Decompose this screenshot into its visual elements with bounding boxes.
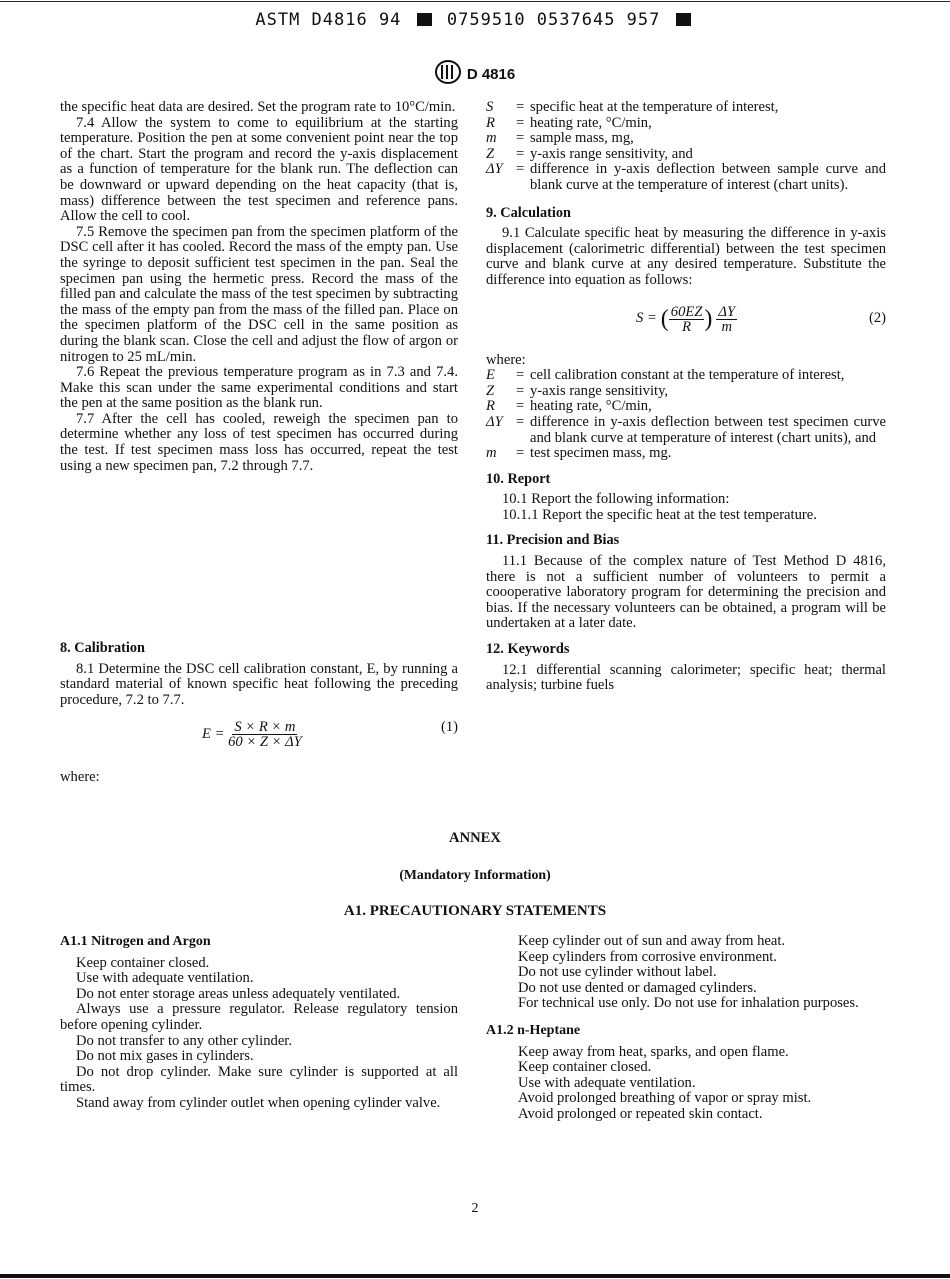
para-10-1: 10.1 Report the following information: [502,491,730,508]
para-7-3-end: the specific heat data are desired. Set the program rate to 10°C/min. [60,99,456,115]
precaution-statement: Avoid prolonged or repeated skin contact. [518,1105,763,1122]
definition-equals: = [516,445,525,462]
heading-calibration: 8. Calibration [60,640,145,656]
definition-text: sample mass, mg, [530,130,634,147]
para-9-1: 9.1 Calculate specific heat by measuring the difference in y-axis displacement (calorimetric differential) between the test specimen curve and blank curve at any desired temperature. Substitute the difference into equation as follows: [486,225,886,288]
precaution-statement: Keep cylinder out of sun and away from heat. [518,933,786,949]
eq2-denominator-1: R [682,318,692,335]
barcode-block-2 [676,13,691,26]
definition-equals: = [516,398,525,415]
definition-row [486,384,886,400]
annex-a1-title: A1. PRECAUTIONARY STATEMENTS [343,903,607,919]
para-10-1-1: 10.1.1 Report the specific heat at the test temperature. [502,506,817,523]
eq2-open-paren: ( [660,306,669,333]
definition-equals: = [516,114,525,131]
page-header [0,60,950,84]
precaution-statement: Do not drop cylinder. Make sure cylinder is supported at all times. [60,1063,458,1096]
para-7-5: 7.5 Remove the specimen pan from the specimen platform of the DSC cell after it has cooled. Record the mass of the empty pan. Use the syringe to deposit sufficient test specimen in the pan. Seal the specimen pan using the hermetic press. Record the mass of the filled pan and calculate the mass of the test specimen by subtracting the mass of the empty pan from the mass of the filled pan. Place on the specimen platform of the DSC cell in the same position as during the blank scan. Close the cell and adjust the flow of argon or nitrogen to 25 mL/min. [60,223,458,365]
definition-symbol: E [486,367,495,384]
precaution-statement: Use with adequate ventilation. [518,1074,696,1091]
a1-2-statements [502,1045,898,1123]
definition-symbol: R [486,398,495,415]
heading-calculation: 9. Calculation [486,204,571,221]
para-11-1: 11.1 Because of the complex nature of Test Method D 4816, there is not a sufficient number of volunteers to permit a coooperative laboratory program for determining the precision and bias. If the necessary volunteers can be obtained, a program will be undertaken at a later date. [486,553,886,632]
left-column-section-8 [60,632,458,786]
equation-1 [60,718,458,758]
precaution-statement: Use with adequate ventilation. [76,970,254,987]
precaution-statement: Keep container closed. [518,1059,652,1076]
eq2-numerator-1: 60EZ [670,303,703,320]
definition-symbol: R [486,114,495,131]
definition-row [486,415,886,446]
definition-text: heating rate, °C/min, [530,398,652,415]
definition-equals: = [516,367,525,384]
eq2-fraction-2 [716,305,737,334]
para-8-1: 8.1 Determine the DSC cell calibration constant, E, by running a standard material of known specific heat following the preceding procedure, 7.2 to 7.7. [60,660,458,708]
definition-row [486,147,886,163]
definition-symbol: S [486,99,494,115]
definition-text: difference in y-axis deflection between sample curve and blank curve at the temperature of interest (chart units). [530,161,886,193]
a1-1-statements [60,956,458,1112]
para-7-7: 7.7 After the cell has cooled, reweigh the specimen pan to determine whether any loss of test specimen has occurred during the test. If test specimen mass loss has occurred, repeat the test using a new specimen pan, 7.2 through 7.7. [60,410,458,474]
definition-equals: = [516,99,525,115]
heading-a1-1: A1.1 Nitrogen and Argon [60,934,211,949]
barcode-line [0,10,950,30]
where-label-right: where: [486,351,526,368]
definition-equals: = [516,130,525,147]
definition-symbol: ΔY [486,413,503,430]
eq2-numerator-2: ΔY [718,303,736,320]
definitions-list-2 [486,368,886,462]
precaution-statement: Do not mix gases in cylinders. [76,1048,254,1065]
barcode-block-1 [417,13,432,26]
top-rule [0,1,950,2]
definition-equals: = [516,382,525,399]
definition-symbol: m [486,130,497,147]
heading-precision-bias: 11. Precision and Bias [486,532,620,549]
precaution-statement: Do not enter storage areas unless adequately ventilated. [76,985,401,1002]
heading-a1-2-text: A1.2 n-Heptane [486,1022,581,1038]
definition-text: test specimen mass, mg. [530,445,672,462]
definition-text: difference in y-axis deflection between test specimen curve and blank curve at temperature of interest (chart units), and [530,413,886,446]
definitions-list-1 [486,100,886,194]
definition-row [486,100,886,116]
definition-equals: = [516,413,525,430]
para-12-1: 12.1 differential scanning calorimeter; specific heat; thermal analysis; turbine fuels [486,661,886,694]
heading-keywords: 12. Keywords [486,641,570,658]
precaution-statement: Do not transfer to any other cylinder. [76,1032,293,1049]
annex-subtitle: (Mandatory Information) [399,867,551,882]
eq2-lhs: S = [636,310,657,327]
precaution-statement: Stand away from cylinder outlet when opening cylinder valve. [76,1094,441,1111]
annex-title: ANNEX [449,830,501,846]
definition-text: cell calibration constant at the temperature of interest, [530,367,845,384]
heading-a1-2 [486,1023,898,1039]
equation-2 [486,297,886,349]
definition-symbol: Z [486,382,495,399]
definition-row [486,399,886,415]
eq1-fraction [228,720,302,749]
eq2-denominator-2: m [721,318,733,335]
precaution-statement: Keep cylinders from corrosive environment. [518,948,777,965]
definition-row [486,131,886,147]
definition-symbol: m [486,445,497,462]
page-number: 2 [471,1201,479,1216]
definition-equals: = [516,145,525,162]
left-column [60,100,458,474]
precaution-statement: Do not use dented or damaged cylinders. [518,979,757,996]
definition-row [486,116,886,132]
annex-right-column [486,933,898,1123]
eq2-close-paren: ) [704,306,713,333]
precaution-statement: Keep container closed. [76,954,210,971]
para-7-6: 7.6 Repeat the previous temperature program as in 7.3 and 7.4. Make this scan under the same experimental conditions and start the pen at the same position as the blank run. [60,364,458,412]
eq1-lhs: E = [202,726,225,743]
definition-symbol: ΔY [486,161,503,178]
definition-text: specific heat at the temperature of interest, [530,99,779,115]
definition-text: y-axis range sensitivity, [530,382,669,399]
definition-row [486,446,886,462]
precaution-statement: Avoid prolonged breathing of vapor or spray mist. [518,1090,812,1107]
precaution-statement: Always use a pressure regulator. Release regulatory tension before opening cylinder. [60,1001,458,1033]
designation: D 4816 [466,66,516,83]
eq2-number: (2) [868,309,886,326]
definition-row [486,368,886,384]
definition-text: y-axis range sensitivity, and [530,145,693,162]
precaution-statement: Keep away from heat, sparks, and open flame. [518,1043,789,1060]
heading-report: 10. Report [486,470,551,487]
astm-logo-icon [435,60,461,84]
barcode-text-left: ASTM D4816 94 [255,10,402,30]
precaution-statement: Do not use cylinder without label. [518,964,717,981]
eq1-denominator: 60 × Z × ΔY [228,734,302,751]
definition-symbol: Z [486,145,495,162]
right-column [486,100,886,694]
eq2-fraction-1 [669,305,705,334]
para-7-4: 7.4 Allow the system to come to equilibrium at the starting temperature. Position the pen at some convenient point near the top of the chart. Start the program and record the y-axis displacement as a function of temperature for the blank run. The deflection can be downward or upward depending on the heat capacity (that is, mass) difference between the test specimen and reference pans. Allow the cell to cool. [60,114,458,225]
definition-equals: = [516,161,525,178]
eq1-number: (1) [440,719,458,736]
annex-left-column [60,934,458,1112]
precaution-statement: For technical use only. Do not use for inhalation purposes. [518,995,859,1012]
where-label-left: where: [60,769,100,786]
a1-1-statements-continued [502,934,898,1012]
eq1-numerator: S × R × m [234,719,296,736]
bottom-rule [0,1274,950,1278]
definition-text: heating rate, °C/min, [530,114,652,131]
barcode-text-middle: 0759510 0537645 957 [446,10,661,30]
definition-row [486,162,886,193]
